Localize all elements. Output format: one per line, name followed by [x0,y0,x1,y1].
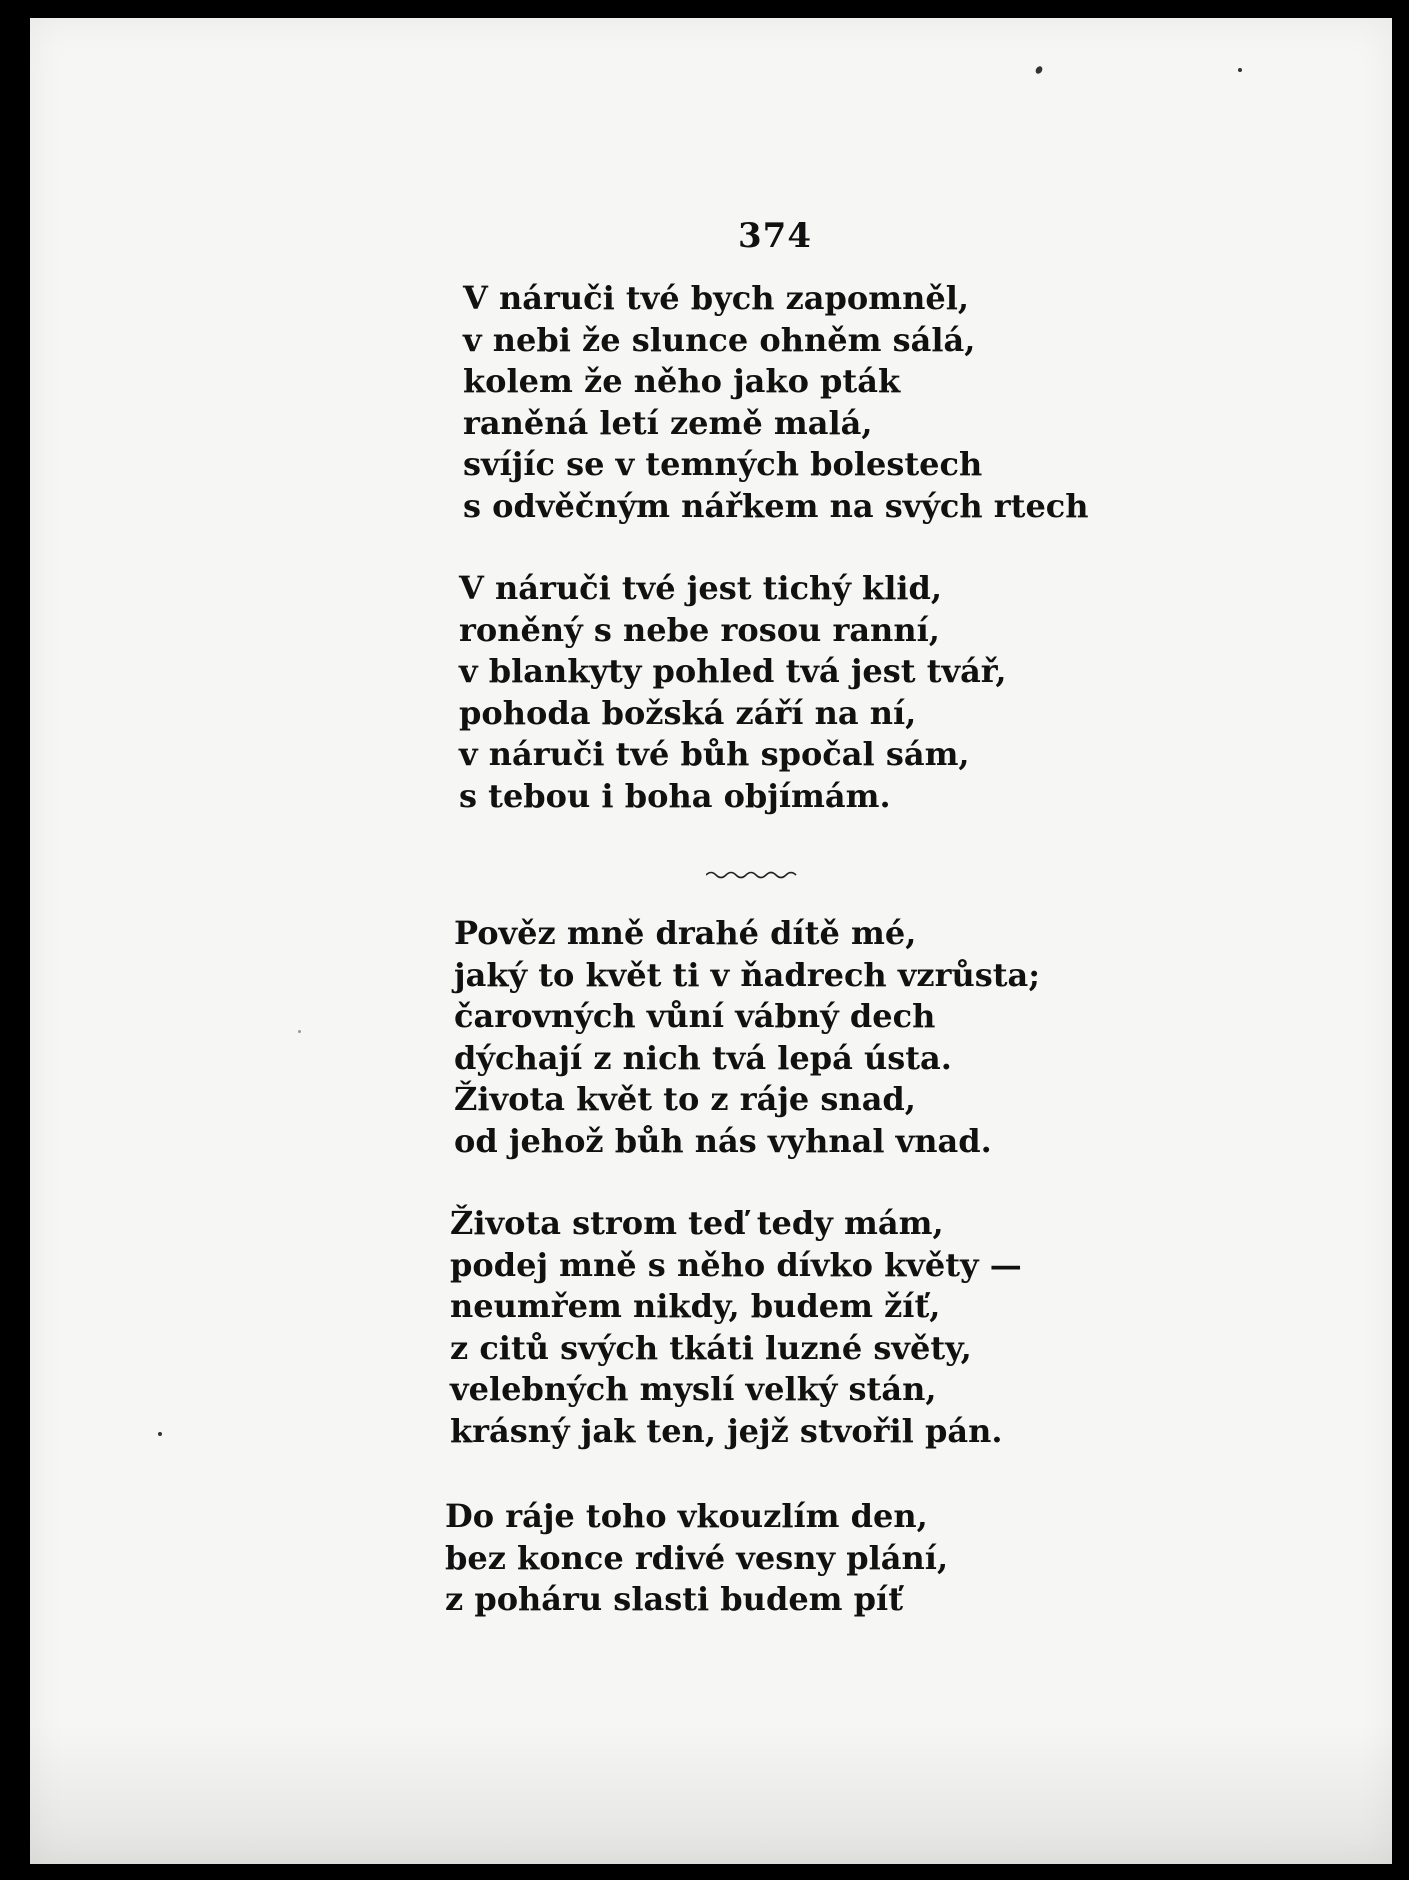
poem-line: z citů svých tkáti luzné světy, [450,1328,972,1367]
poem-line: kolem že něho jako pták [463,362,901,400]
poem-line: V náruči tvé bych zapomněl, [463,279,970,317]
poem-line: s tebou i boha objímám. [459,776,891,815]
stanza-1 [463,278,1089,527]
poem-line: svíjíc se v temných bolestech [463,445,983,483]
stanza-5 [445,1496,948,1621]
poem-line: krásný jak ten, jejž stvořil pán. [450,1411,1003,1450]
poem-line: v blankyty pohled tvá jest tvář, [459,652,1007,690]
poem-line: od jehož bůh nás vyhnal vnad. [454,1121,992,1160]
poem-line: Do ráje toho vkouzlím den, [445,1497,928,1535]
poem-line: v náruči tvé bůh spočal sám, [459,735,970,773]
poem-line: neumřem nikdy, budem žíť, [450,1287,941,1325]
scan-speck [1238,68,1242,72]
book-page [30,18,1392,1864]
scan-speck [298,1030,301,1033]
poem-line: pohoda božská září na ní, [459,693,917,732]
poem-line: raněná letí země malá, [463,403,873,442]
stanza-4 [450,1203,1022,1452]
poem-line: jaký to květ ti v ňadrech vzrůsta; [454,955,1041,994]
scan-speck [158,1432,162,1436]
poem-line: velebných myslí velký stán, [450,1370,937,1408]
poem-line: Života strom teď tedy mám, [450,1204,944,1242]
scan-speck [1034,65,1044,75]
stanza-2 [459,568,1006,817]
poem-line: roněný s nebe rosou ranní, [459,610,940,649]
poem-line: v nebi že slunce ohněm sálá, [463,320,976,359]
stanza-3 [454,913,1040,1162]
page-number: 374 [738,216,812,256]
poem-line: V náruči tvé jest tichý klid, [459,569,943,607]
poem-line: dýchají z nich tvá lepá ústa. [454,1038,952,1077]
poem-line: Života květ to z ráje snad, [454,1080,916,1118]
section-separator [706,869,800,881]
poem-line: z poháru slasti budem píť [445,1580,903,1618]
poem-line: bez konce rdivé vesny plání, [445,1538,949,1577]
poem-line: čarovných vůní vábný dech [454,997,936,1035]
poem-line: podej mně s něho dívko květy — [450,1245,1022,1284]
poem-line: s odvěčným nářkem na svých rtech [463,486,1089,525]
poem-line: Pověz mně drahé dítě mé, [454,914,917,952]
